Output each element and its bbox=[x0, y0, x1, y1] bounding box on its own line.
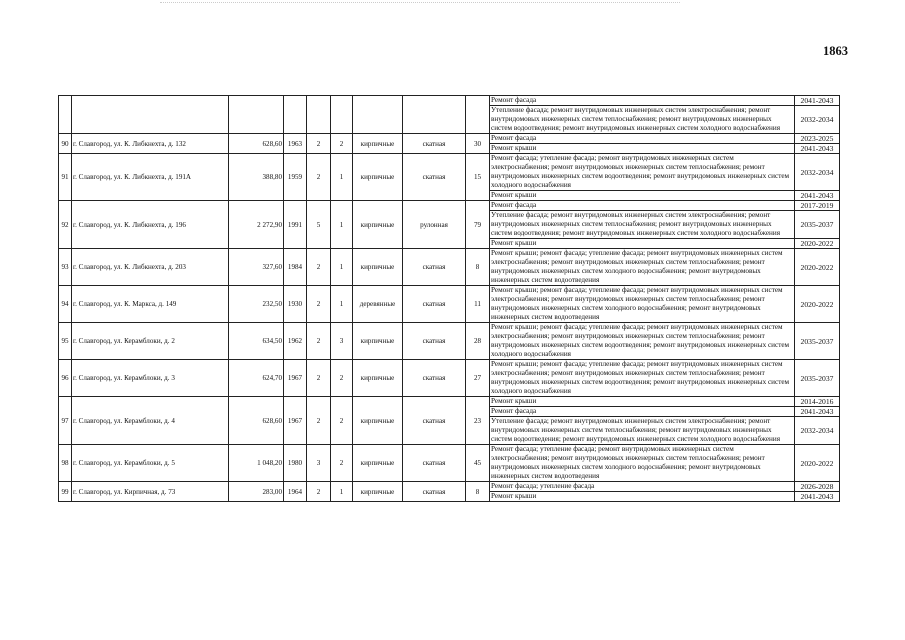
apartments-cell: 23 bbox=[466, 397, 490, 445]
work-description-cell: Ремонт крыши bbox=[490, 191, 795, 201]
row-number: 90 bbox=[59, 134, 72, 154]
walls-material-cell: кирпичные bbox=[353, 201, 403, 249]
table-row bbox=[59, 323, 840, 360]
work-description-cell: Ремонт фасада; утепление фасада; ремонт внутридомовых инженерных систем электроснабжения; ремонт внутридомовых инженерных систем теплоснабжения; ремонт внутридомовых инженерных систем холодного водоснабжения; ремонт внутридомовых инженерных систем водоотведения bbox=[490, 445, 795, 482]
address-cell: г. Славгород, ул. Керамблоки, д. 3 bbox=[72, 360, 229, 397]
row-number: 92 bbox=[59, 201, 72, 249]
page-number: 1863 bbox=[823, 44, 848, 58]
floors-cell: 2 bbox=[307, 154, 331, 201]
area-cell: 1 048,20 bbox=[229, 445, 284, 482]
area-cell: 634,50 bbox=[229, 323, 284, 360]
address-cell: г. Славгород, ул. К. Либкнехта, д. 196 bbox=[72, 201, 229, 249]
table-row bbox=[59, 397, 840, 407]
floors-cell: 5 bbox=[307, 201, 331, 249]
apartments-cell: 28 bbox=[466, 323, 490, 360]
floors-cell: 2 bbox=[307, 134, 331, 154]
work-period-cell: 2035-2037 bbox=[795, 360, 840, 397]
table-row bbox=[59, 249, 840, 286]
work-description-cell: Ремонт фасада bbox=[490, 201, 795, 211]
row-number: 93 bbox=[59, 249, 72, 286]
year-cell: 1963 bbox=[284, 134, 307, 154]
area-cell bbox=[229, 96, 284, 134]
floors-cell: 2 bbox=[307, 323, 331, 360]
work-period-cell: 2041-2043 bbox=[795, 407, 840, 417]
roof-type-cell: скатная bbox=[403, 249, 466, 286]
floors-cell: 2 bbox=[307, 360, 331, 397]
work-period-cell: 2020-2022 bbox=[795, 239, 840, 249]
entrances-cell: 1 bbox=[331, 201, 353, 249]
walls-material-cell: кирпичные bbox=[353, 134, 403, 154]
roof-type-cell: скатная bbox=[403, 323, 466, 360]
walls-material-cell: кирпичные bbox=[353, 154, 403, 201]
area-cell: 628,60 bbox=[229, 397, 284, 445]
roof-type-cell: скатная bbox=[403, 445, 466, 482]
apartments-cell: 8 bbox=[466, 482, 490, 502]
work-period-cell: 2035-2037 bbox=[795, 211, 840, 239]
roof-type-cell: скатная bbox=[403, 482, 466, 502]
entrances-cell: 2 bbox=[331, 360, 353, 397]
address-cell: г. Славгород, ул. К. Либкнехта, д. 191А bbox=[72, 154, 229, 201]
work-description-cell: Ремонт фасада; утепление фасада bbox=[490, 482, 795, 492]
address-cell: г. Славгород, ул. Керамблоки, д. 5 bbox=[72, 445, 229, 482]
address-cell: г. Славгород, ул. К. Либкнехта, д. 132 bbox=[72, 134, 229, 154]
floors-cell: 2 bbox=[307, 286, 331, 323]
entrances-cell: 1 bbox=[331, 154, 353, 201]
area-cell: 388,80 bbox=[229, 154, 284, 201]
address-cell: г. Славгород, ул. К. Либкнехта, д. 203 bbox=[72, 249, 229, 286]
work-description-cell: Ремонт крыши bbox=[490, 144, 795, 154]
roof-type-cell: скатная bbox=[403, 154, 466, 201]
work-period-cell: 2041-2043 bbox=[795, 144, 840, 154]
work-period-cell: 2041-2043 bbox=[795, 492, 840, 502]
work-period-cell: 2041-2043 bbox=[795, 96, 840, 106]
floors-cell bbox=[307, 96, 331, 134]
area-cell: 624,70 bbox=[229, 360, 284, 397]
entrances-cell: 2 bbox=[331, 397, 353, 445]
year-cell: 1962 bbox=[284, 323, 307, 360]
year-cell bbox=[284, 96, 307, 134]
year-cell: 1991 bbox=[284, 201, 307, 249]
work-description-cell: Ремонт крыши; ремонт фасада; утепление фасада; ремонт внутридомовых инженерных систем электроснабжения; ремонт внутридомовых инженерных систем теплоснабжения; ремонт внутридомовых инженерных систем холодного водоснабжения; ремонт внутридомовых инженерных систем водоотведения bbox=[490, 286, 795, 323]
roof-type-cell: скатная bbox=[403, 286, 466, 323]
work-period-cell: 2020-2022 bbox=[795, 286, 840, 323]
year-cell: 1930 bbox=[284, 286, 307, 323]
roof-type-cell: скатная bbox=[403, 134, 466, 154]
walls-material-cell: кирпичные bbox=[353, 445, 403, 482]
year-cell: 1980 bbox=[284, 445, 307, 482]
work-description-cell: Ремонт крыши; ремонт фасада; утепление фасада; ремонт внутридомовых инженерных систем электроснабжения; ремонт внутридомовых инженерных систем теплоснабжения; ремонт внутридомовых инженерных систем холодного водоснабжения; ремонт внутридомовых инженерных систем водоотведения bbox=[490, 249, 795, 286]
year-cell: 1967 bbox=[284, 360, 307, 397]
entrances-cell bbox=[331, 96, 353, 134]
walls-material-cell: деревянные bbox=[353, 286, 403, 323]
work-description-cell: Ремонт крыши bbox=[490, 239, 795, 249]
work-description-cell: Утепление фасада; ремонт внутридомовых инженерных систем электроснабжения; ремонт внутридомовых инженерных систем теплоснабжения; ремонт внутридомовых инженерных систем водоотведения; ремонт внутридомовых инженерных систем холодного водоснабжения bbox=[490, 417, 795, 445]
roof-type-cell bbox=[403, 96, 466, 134]
floors-cell: 2 bbox=[307, 397, 331, 445]
row-number: 98 bbox=[59, 445, 72, 482]
entrances-cell: 1 bbox=[331, 482, 353, 502]
work-period-cell: 2032-2034 bbox=[795, 106, 840, 134]
row-number bbox=[59, 96, 72, 134]
apartments-cell: 15 bbox=[466, 154, 490, 201]
row-number: 94 bbox=[59, 286, 72, 323]
row-number: 99 bbox=[59, 482, 72, 502]
walls-material-cell: кирпичные bbox=[353, 397, 403, 445]
work-period-cell: 2026-2028 bbox=[795, 482, 840, 492]
table-row bbox=[59, 445, 840, 482]
apartments-cell: 11 bbox=[466, 286, 490, 323]
apartments-cell: 79 bbox=[466, 201, 490, 249]
walls-material-cell: кирпичные bbox=[353, 360, 403, 397]
work-period-cell: 2032-2034 bbox=[795, 417, 840, 445]
entrances-cell: 2 bbox=[331, 445, 353, 482]
walls-material-cell: кирпичные bbox=[353, 249, 403, 286]
scan-edge-marks bbox=[160, 2, 680, 5]
apartments-cell: 8 bbox=[466, 249, 490, 286]
table-row bbox=[59, 286, 840, 323]
walls-material-cell bbox=[353, 96, 403, 134]
row-number: 91 bbox=[59, 154, 72, 201]
area-cell: 283,00 bbox=[229, 482, 284, 502]
walls-material-cell: кирпичные bbox=[353, 482, 403, 502]
work-period-cell: 2014-2016 bbox=[795, 397, 840, 407]
work-period-cell: 2023-2025 bbox=[795, 134, 840, 144]
work-description-cell: Ремонт крыши; ремонт фасада; утепление фасада; ремонт внутридомовых инженерных систем электроснабжения; ремонт внутридомовых инженерных систем теплоснабжения; ремонт внутридомовых инженерных систем водоотведения; ремонт внутридомовых инженерных систем холодного водоснабжения bbox=[490, 360, 795, 397]
apartments-cell: 27 bbox=[466, 360, 490, 397]
address-cell: г. Славгород, ул. Керамблоки, д. 4 bbox=[72, 397, 229, 445]
area-cell: 628,60 bbox=[229, 134, 284, 154]
year-cell: 1964 bbox=[284, 482, 307, 502]
work-description-cell: Ремонт крыши bbox=[490, 397, 795, 407]
work-description-cell: Ремонт фасада bbox=[490, 407, 795, 417]
work-period-cell: 2017-2019 bbox=[795, 201, 840, 211]
area-cell: 327,60 bbox=[229, 249, 284, 286]
work-description-cell: Ремонт крыши; ремонт фасада; утепление фасада; ремонт внутридомовых инженерных систем электроснабжения; ремонт внутридомовых инженерных систем теплоснабжения; ремонт внутридомовых инженерных систем водоотведения; ремонт внутридомовых инженерных систем холодного водоснабжения bbox=[490, 323, 795, 360]
work-period-cell: 2020-2022 bbox=[795, 445, 840, 482]
roof-type-cell: рулонная bbox=[403, 201, 466, 249]
floors-cell: 2 bbox=[307, 249, 331, 286]
row-number: 97 bbox=[59, 397, 72, 445]
row-number: 96 bbox=[59, 360, 72, 397]
work-description-cell: Ремонт фасада; утепление фасада; ремонт внутридомовых инженерных систем электроснабжения; ремонт внутридомовых инженерных систем теплоснабжения; ремонт внутридомовых инженерных систем водоотведения; ремонт внутридомовых инженерных систем холодного водоснабжения bbox=[490, 154, 795, 191]
year-cell: 1984 bbox=[284, 249, 307, 286]
work-period-cell: 2041-2043 bbox=[795, 191, 840, 201]
table-row bbox=[59, 154, 840, 191]
walls-material-cell: кирпичные bbox=[353, 323, 403, 360]
year-cell: 1959 bbox=[284, 154, 307, 201]
entrances-cell: 1 bbox=[331, 286, 353, 323]
year-cell: 1967 bbox=[284, 397, 307, 445]
row-number: 95 bbox=[59, 323, 72, 360]
table-row bbox=[59, 360, 840, 397]
work-description-cell: Ремонт фасада bbox=[490, 96, 795, 106]
table-row bbox=[59, 482, 840, 492]
area-cell: 2 272,90 bbox=[229, 201, 284, 249]
work-description-cell: Ремонт крыши bbox=[490, 492, 795, 502]
address-cell: г. Славгород, ул. К. Маркса, д. 149 bbox=[72, 286, 229, 323]
roof-type-cell: скатная bbox=[403, 360, 466, 397]
housing-repair-table bbox=[58, 95, 840, 502]
apartments-cell bbox=[466, 96, 490, 134]
floors-cell: 2 bbox=[307, 482, 331, 502]
entrances-cell: 2 bbox=[331, 134, 353, 154]
work-period-cell: 2035-2037 bbox=[795, 323, 840, 360]
table-row bbox=[59, 96, 840, 106]
table-row bbox=[59, 134, 840, 144]
work-period-cell: 2020-2022 bbox=[795, 249, 840, 286]
apartments-cell: 45 bbox=[466, 445, 490, 482]
apartments-cell: 30 bbox=[466, 134, 490, 154]
floors-cell: 3 bbox=[307, 445, 331, 482]
work-description-cell: Утепление фасада; ремонт внутридомовых инженерных систем электроснабжения; ремонт внутридомовых инженерных систем теплоснабжения; ремонт внутридомовых инженерных систем водоотведения; ремонт внутридомовых инженерных систем холодного водоснабжения bbox=[490, 211, 795, 239]
area-cell: 232,50 bbox=[229, 286, 284, 323]
address-cell: г. Славгород, ул. Керамблоки, д. 2 bbox=[72, 323, 229, 360]
work-description-cell: Утепление фасада; ремонт внутридомовых инженерных систем электроснабжения; ремонт внутридомовых инженерных систем теплоснабжения; ремонт внутридомовых инженерных систем водоотведения; ремонт внутридомовых инженерных систем холодного водоснабжения bbox=[490, 106, 795, 134]
table-row bbox=[59, 201, 840, 211]
work-period-cell: 2032-2034 bbox=[795, 154, 840, 191]
entrances-cell: 1 bbox=[331, 249, 353, 286]
address-cell bbox=[72, 96, 229, 134]
roof-type-cell: скатная bbox=[403, 397, 466, 445]
address-cell: г. Славгород, ул. Кирпичная, д. 73 bbox=[72, 482, 229, 502]
entrances-cell: 3 bbox=[331, 323, 353, 360]
work-description-cell: Ремонт фасада bbox=[490, 134, 795, 144]
